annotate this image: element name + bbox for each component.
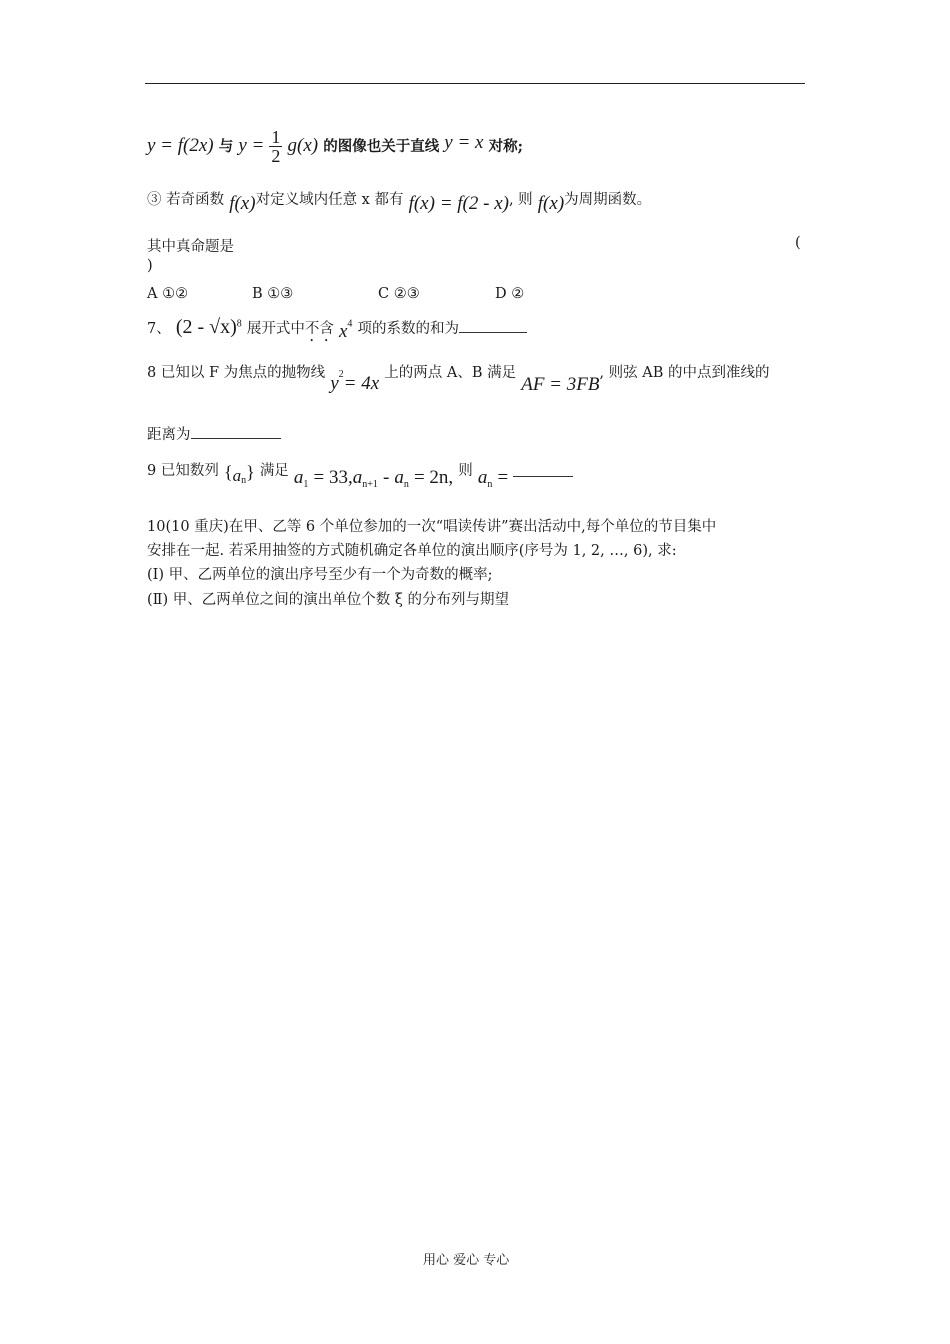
q9-recurrence <box>293 467 458 491</box>
q8-answer-blank[interactable] <box>191 438 281 439</box>
q9-result-a: a <box>477 467 488 488</box>
statement-tail: 对称; <box>488 138 523 155</box>
q7-text1: 展开式中 <box>246 321 305 337</box>
q8-parabola-y: y <box>330 373 339 394</box>
q9-a1-sub: 1 <box>303 479 309 491</box>
option-value: ①③ <box>267 286 294 302</box>
q7-binomial: (2 - √x) <box>175 316 237 338</box>
option-letter: A <box>147 286 158 302</box>
answer-paren-open: ( <box>795 235 801 251</box>
q9-an1-sub: n+1 <box>362 479 378 491</box>
q8-condition: AF = 3FB <box>521 374 600 395</box>
q8-text3: , 则弦 AB 的中点到准线的 <box>599 365 770 381</box>
question-8 <box>147 361 770 395</box>
q8-text1: 8 已知以 F 为焦点的抛物线 <box>147 365 326 381</box>
option-a <box>147 286 188 302</box>
option-value: ①② <box>162 286 189 302</box>
q7-variable: x <box>338 321 348 342</box>
q9-result-eq: = <box>497 467 509 488</box>
q8-parabola-exponent: 2 <box>338 368 344 380</box>
statement-3 <box>147 188 652 214</box>
q9-seq-sub: n <box>241 475 247 487</box>
statement-2-continued <box>147 128 523 165</box>
q9-an1: a <box>352 467 363 488</box>
q10-line3: (Ⅰ) 甲、乙两单位的演出序号至少有一个为奇数的概率; <box>147 567 493 583</box>
option-value: ② <box>511 286 525 302</box>
item3-fx2: f(x) <box>537 193 565 214</box>
expr-y-f2x: y = f(2x) <box>147 135 214 156</box>
question-prompt: 其中真命题是 <box>147 239 234 255</box>
q9-seq: a <box>232 466 242 485</box>
question-7 <box>147 316 527 345</box>
page-footer: 用心 爱心 专心 <box>423 1253 510 1268</box>
q9-a1: a <box>293 467 304 488</box>
q10-line1: 10(10 重庆)在甲、乙等 6 个单位参加的一次“唱读传讲”赛出活动中,每个单位的节目集中 <box>147 519 717 535</box>
option-b <box>252 286 293 302</box>
question-8-line2 <box>147 423 281 444</box>
header-rule <box>145 83 805 84</box>
q9-answer-blank[interactable] <box>513 476 573 477</box>
option-letter: B <box>252 286 263 302</box>
option-letter: C <box>378 286 390 302</box>
fraction-one-half <box>269 128 282 165</box>
q7-number: 7、 <box>147 321 171 337</box>
q7-variable-exponent: 4 <box>347 318 353 330</box>
q7-exponent: 8 <box>236 318 242 330</box>
question-9 <box>147 459 573 491</box>
q8-parabola-rhs: = 4x <box>343 373 380 394</box>
q9-text1: 9 已知数列 <box>147 463 219 479</box>
q7-text2: 项的系数的和为 <box>357 321 460 337</box>
q7-emphasis: 不含 <box>304 321 334 337</box>
q9-text2: 满足 <box>259 463 289 479</box>
q9-minus: - <box>382 467 390 488</box>
item3-fx: f(x) <box>229 193 256 214</box>
item3-prefix: ③ 若奇函数 <box>147 192 225 208</box>
q9-result-sub: n <box>487 479 493 491</box>
answer-paren-close: ) <box>147 258 153 274</box>
item3-equation: f(x) = f(2 - x) <box>408 193 509 214</box>
q9-an-sub: n <box>403 479 409 491</box>
option-letter: D <box>495 286 507 302</box>
q9-rhs: = 2n, <box>413 467 454 488</box>
expr-y-eq-x: y = x <box>444 132 484 153</box>
expr-y-eq: y = <box>238 135 265 156</box>
fraction-numerator: 1 <box>271 127 281 147</box>
q9-seq-brace-close: } <box>246 462 255 482</box>
item3-text2: , 则 <box>508 192 533 208</box>
q9-result <box>477 467 513 491</box>
q8-text2: 上的两点 A、B 满足 <box>384 365 517 381</box>
q9-seq-brace-open: { <box>223 462 233 482</box>
q9-text3: 则 <box>458 463 473 479</box>
q8-line2-text: 距离为 <box>147 427 191 443</box>
item3-text3: 为周期函数。 <box>564 192 652 208</box>
option-value: ②③ <box>393 286 420 302</box>
q9-an: a <box>394 467 404 488</box>
statement-text: 的图像也关于直线 <box>323 138 440 155</box>
option-d <box>495 286 524 302</box>
q9-a1-value: = 33, <box>313 467 353 488</box>
q10-line4: (Ⅱ) 甲、乙两单位之间的演出单位个数 ξ 的分布列与期望 <box>147 592 509 608</box>
q7-answer-blank[interactable] <box>459 332 527 333</box>
conj-text: 与 <box>218 138 234 155</box>
q10-line2: 安排在一起. 若采用抽签的方式随机确定各单位的演出顺序(序号为 1, 2, …, 6), 求: <box>147 543 677 559</box>
item3-text1: 对定义域内任意 x 都有 <box>255 192 404 208</box>
option-c <box>378 286 420 302</box>
fraction-denominator: 2 <box>271 146 281 166</box>
expr-gx: g(x) <box>287 135 319 156</box>
